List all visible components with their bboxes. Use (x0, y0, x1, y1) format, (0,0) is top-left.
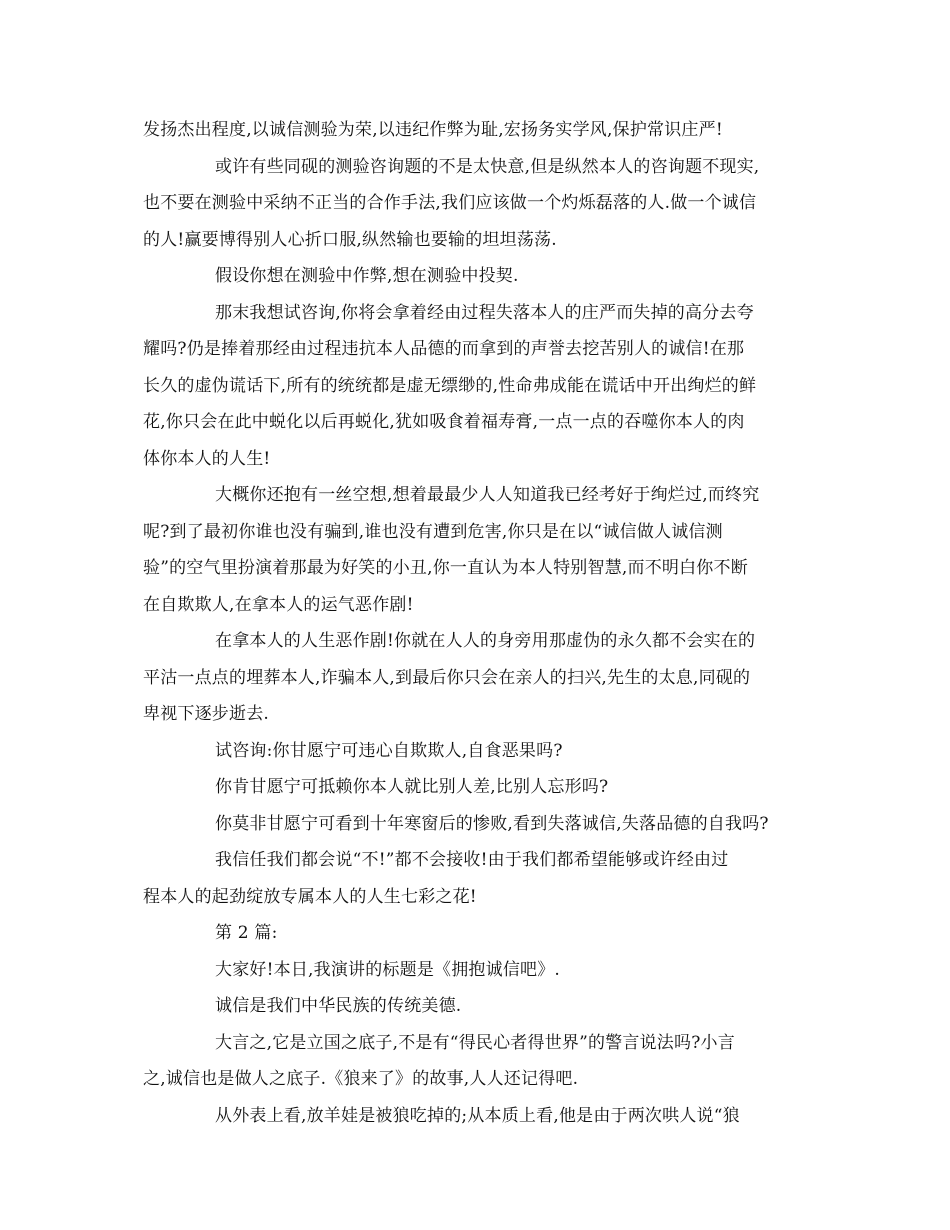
text-line: 大言之,它是立国之底子,不是有“得民心者得世界”的警言说法吗?小言 (215, 1032, 735, 1053)
paragraph (143, 477, 833, 623)
text-line: 你莫非甘愿宁可看到十年寒窗后的惨败,看到失落诚信,失落品德的自我吗? (215, 813, 769, 834)
text-line: 验”的空气里扮演着那最为好笑的小丑,你一直认为本人特别智慧,而不明白你不断 (143, 558, 748, 578)
text-line: 长久的虚伪谎话下,所有的统统都是虚无缥缈的,性命弗成能在谎话中开出绚烂的鲜 (143, 375, 757, 396)
paragraph (143, 769, 833, 806)
text-line: 大家好!本日,我演讲的标题是《拥抱诚信吧》. (215, 959, 561, 980)
paragraph (143, 842, 833, 915)
paragraph (143, 1025, 833, 1098)
text-line: 在自欺欺人,在拿本人的运气恶作剧! (143, 594, 414, 615)
text-line: 耀吗?仍是捧着那经由过程违抗本人品德的而拿到的声誉去挖苦别人的诚信!在那 (143, 339, 745, 359)
text-line: 发扬杰出程度,以诚信测验为荣,以违纪作弊为耻,宏扬务实学风,保护常识庄严! (143, 120, 723, 140)
text-line: 体你本人的人生! (143, 448, 271, 469)
text-line: 卑视下逐步逝去. (143, 704, 270, 724)
text-line: 花,你只会在此中蜕化以后再蜕化,犹如吸食着福寿膏,一点一点的吞噬你本人的肉 (143, 412, 745, 432)
paragraph (143, 733, 833, 770)
paragraph (143, 258, 833, 295)
paragraph (143, 988, 833, 1025)
text-line: 之,诚信也是做人之底子.《狼来了》的故事,人人还记得吧. (143, 1069, 579, 1089)
paragraph (143, 149, 833, 259)
document-body (143, 112, 833, 1134)
paragraph (143, 623, 833, 733)
text-line: 从外表上看,放羊娃是被狼吃掉的;从本质上看,他是由于两次哄人说“狼 (215, 1105, 740, 1126)
text-line: 你肯甘愿宁可抵赖你本人就比别人差,比别人忘形吗? (215, 777, 609, 797)
text-line: 假设你想在测验中作弊,想在测验中投契. (215, 266, 519, 286)
paragraph (143, 295, 833, 478)
paragraph (143, 112, 833, 149)
text-line: 我信任我们都会说“不!”都不会接收!由于我们都希望能够或许经由过 (215, 850, 729, 870)
paragraph (143, 1098, 833, 1135)
text-line: 平沽一点点的埋葬本人,诈骗本人,到最后你只会在亲人的扫兴,先生的太息,同砚的 (143, 667, 751, 688)
text-line: 也不要在测验中采纳不正当的合作手法,我们应该做一个灼烁磊落的人.做一个诚信 (143, 193, 757, 213)
paragraph (143, 806, 833, 843)
text-line: 在拿本人的人生恶作剧!你就在人人的身旁用那虚伪的永久都不会实在的 (215, 631, 756, 651)
text-line: 程本人的起劲绽放专属本人的人生七彩之花! (143, 886, 477, 907)
text-line: 或许有些同砚的测验咨询题的不是太快意,但是纵然本人的咨询题不现实, (215, 156, 760, 177)
text-line: 试咨询:你甘愿宁可违心自欺欺人,自食恶果吗? (215, 740, 563, 761)
text-line: 那末我想试咨询,你将会拿着经由过程失落本人的庄严而失掉的高分去夸 (215, 302, 754, 323)
paragraph (143, 915, 833, 952)
paragraph (143, 952, 833, 989)
text-line: 第 2 篇: (215, 923, 278, 943)
text-line: 的人!赢要博得别人心折口服,纵然输也要输的坦坦荡荡. (143, 229, 557, 250)
text-line: 诚信是我们中华民族的传统美德. (215, 996, 462, 1016)
text-line: 呢?到了最初你谁也没有骗到,谁也没有遭到危害,你只是在以“诚信做人诚信测 (143, 521, 723, 542)
text-line: 大概你还抱有一丝空想,想着最最少人人知道我已经考好于绚烂过,而终究 (215, 485, 760, 505)
